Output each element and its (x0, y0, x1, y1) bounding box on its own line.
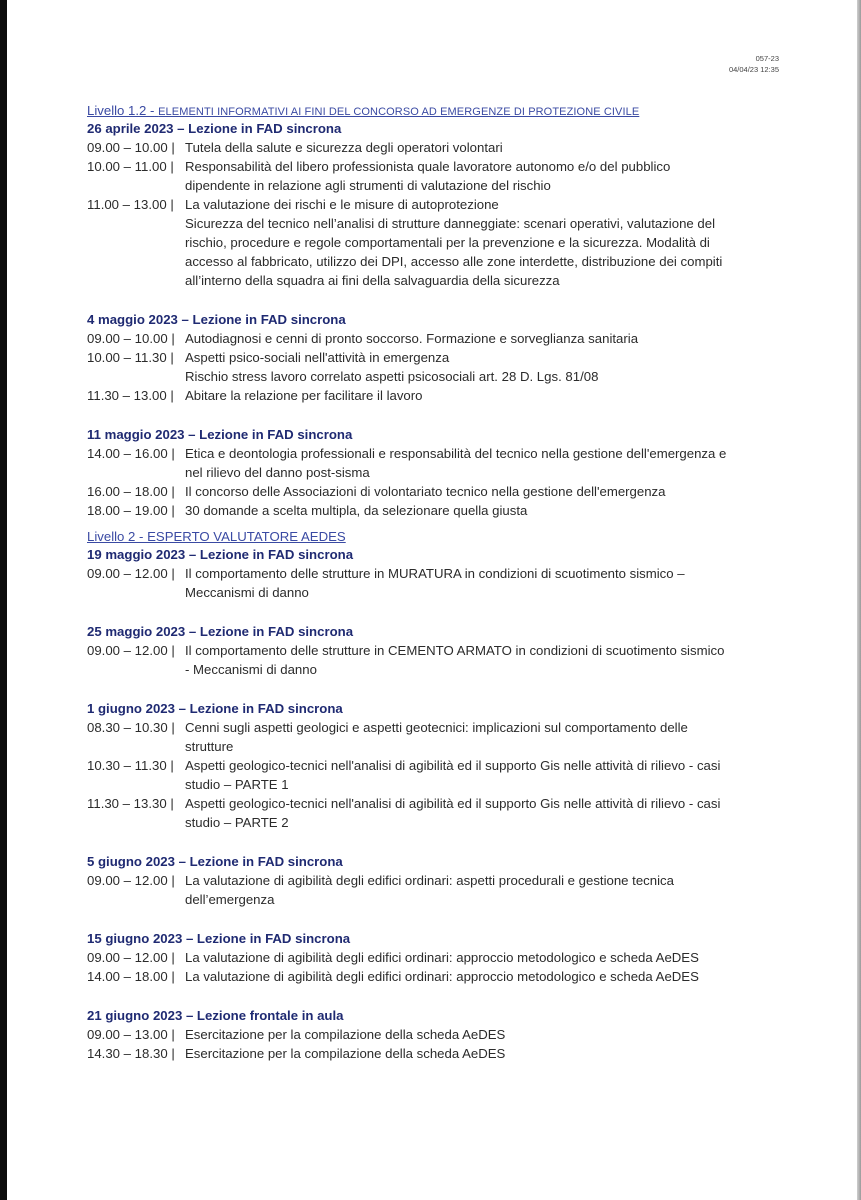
topic-line: Il concorso delle Associazioni di volontariato tecnico nella gestione dell'emergenza (185, 484, 666, 499)
time-slot: 09.00 – 12.00 | (87, 950, 175, 965)
topic-line: Tutela della salute e sicurezza degli operatori volontari (185, 140, 503, 155)
topic-text (185, 138, 787, 157)
topic-line: 30 domande a scelta multipla, da selezionare quella giusta (185, 503, 528, 518)
level-heading (87, 103, 787, 119)
schedule-row (87, 1044, 787, 1063)
topic-line: Aspetti geologico-tecnici nell'analisi di agibilità ed il supporto Gis nelle attività di rilievo - casi (185, 796, 721, 811)
topic-text (185, 1025, 787, 1044)
schedule-row (87, 444, 787, 482)
spacer (87, 986, 787, 1006)
topic-line: Cenni sugli aspetti geologici e aspetti geotecnici: implicazioni sul comportamento delle (185, 720, 688, 735)
time-slot: 10.00 – 11.30 | (87, 350, 174, 365)
lesson-day-title: 11 maggio 2023 – Lezione in FAD sincrona (87, 427, 353, 442)
topic-line: nel rilievo del danno post-sisma (185, 465, 370, 480)
time-slot: 09.00 – 12.00 | (87, 873, 175, 888)
topic-line: dell’emergenza (185, 892, 275, 907)
topic-text (185, 756, 787, 794)
schedule-row (87, 756, 787, 794)
topic-text (185, 948, 787, 967)
topic-line: Responsabilità del libero professionista quale lavoratore autonomo e/o del pubblico (185, 159, 671, 174)
schedule-row (87, 138, 787, 157)
time-slot: 11.30 – 13.30 | (87, 796, 174, 811)
topic-text (185, 444, 787, 482)
topic-line: Aspetti geologico-tecnici nell'analisi di agibilità ed il supporto Gis nelle attività di rilievo - casi (185, 758, 721, 773)
topic-text (185, 329, 787, 348)
time-slot: 16.00 – 18.00 | (87, 484, 175, 499)
topic-line: strutture (185, 739, 234, 754)
spacer (87, 679, 787, 699)
topic-text (185, 564, 787, 602)
topic-line: Etica e deontologia professionali e responsabilità del tecnico nella gestione dell'emergenza e (185, 446, 727, 461)
level-heading-prefix: Livello 2 - ESPERTO VALUTATORE AEDES (87, 529, 346, 544)
topic-line: La valutazione di agibilità degli edifici ordinari: approccio metodologico e scheda AeDES (185, 969, 699, 984)
time-slot: 14.30 – 18.30 | (87, 1046, 175, 1061)
topic-text (185, 482, 787, 501)
spacer (87, 909, 787, 929)
topic-line: Sicurezza del tecnico nell’analisi di strutture danneggiate: scenari operativi, valutazione del (185, 216, 716, 231)
topic-line: Esercitazione per la compilazione della scheda AeDES (185, 1027, 506, 1042)
scan-right-edge (857, 0, 861, 1200)
topic-line: - Meccanismi di danno (185, 662, 317, 677)
topic-line: all’interno della squadra ai fini della salvaguardia della sicurezza (185, 273, 560, 288)
topic-text (185, 386, 787, 405)
schedule-row (87, 329, 787, 348)
time-slot: 08.30 – 10.30 | (87, 720, 175, 735)
topic-line: Autodiagnosi e cenni di pronto soccorso. Formazione e sorveglianza sanitaria (185, 331, 639, 346)
time-slot: 11.00 – 13.00 | (87, 197, 174, 212)
schedule-row (87, 641, 787, 679)
document-code: 057-23 (755, 54, 779, 63)
topic-text (185, 501, 787, 520)
time-slot: 11.30 – 13.00 | (87, 388, 174, 403)
topic-text (185, 195, 787, 290)
lesson-day-title: 15 giugno 2023 – Lezione in FAD sincrona (87, 931, 351, 946)
time-slot: 18.00 – 19.00 | (87, 503, 175, 518)
level-heading-title: ELEMENTI INFORMATIVI AI FINI DEL CONCORSO AD EMERGENZE DI PROTEZIONE CIVILE (158, 106, 640, 118)
level-heading-prefix: Livello 1.2 - (87, 103, 155, 118)
course-schedule (87, 103, 787, 1063)
topic-text (185, 157, 787, 195)
topic-text (185, 348, 787, 386)
time-slot: 14.00 – 18.00 | (87, 969, 175, 984)
schedule-row (87, 157, 787, 195)
topic-text (185, 641, 787, 679)
time-slot: 09.00 – 12.00 | (87, 643, 175, 658)
lesson-day-title: 21 giugno 2023 – Lezione frontale in aula (87, 1008, 344, 1023)
topic-line: dipendente in relazione agli strumenti di valutazione del rischio (185, 178, 551, 193)
time-slot: 10.30 – 11.30 | (87, 758, 174, 773)
spacer (87, 405, 787, 425)
topic-line: Abitare la relazione per facilitare il lavoro (185, 388, 423, 403)
topic-line: Esercitazione per la compilazione della scheda AeDES (185, 1046, 506, 1061)
topic-text (185, 718, 787, 756)
schedule-row (87, 386, 787, 405)
document-timestamp: 04/04/23 12:35 (728, 65, 779, 74)
schedule-row (87, 482, 787, 501)
topic-text (185, 967, 787, 986)
topic-line: Rischio stress lavoro correlato aspetti psicosociali art. 28 D. Lgs. 81/08 (185, 369, 599, 384)
lesson-day-title: 19 maggio 2023 – Lezione in FAD sincrona (87, 547, 354, 562)
topic-line: studio – PARTE 1 (185, 777, 289, 792)
schedule-row (87, 348, 787, 386)
schedule-row (87, 564, 787, 602)
document-reference (729, 53, 779, 75)
lesson-day-title: 4 maggio 2023 – Lezione in FAD sincrona (87, 312, 346, 327)
topic-text (185, 1044, 787, 1063)
topic-line: La valutazione di agibilità degli edifici ordinari: approccio metodologico e scheda AeDES (185, 950, 699, 965)
schedule-row (87, 195, 787, 290)
lesson-day-title: 25 maggio 2023 – Lezione in FAD sincrona (87, 624, 354, 639)
topic-line: Il comportamento delle strutture in CEMENTO ARMATO in condizioni di scuotimento sismico (185, 643, 725, 658)
spacer (87, 520, 787, 529)
topic-line: studio – PARTE 2 (185, 815, 289, 830)
lesson-day-title: 5 giugno 2023 – Lezione in FAD sincrona (87, 854, 343, 869)
topic-line: accesso al fabbricato, utilizzo dei DPI, accesso alle zone interdette, distribuzione dei compiti (185, 254, 723, 269)
schedule-row (87, 1025, 787, 1044)
spacer (87, 602, 787, 622)
topic-line: rischio, procedure e regole comportamentali per la prevenzione e la sicurezza. Modalità di (185, 235, 710, 250)
time-slot: 09.00 – 12.00 | (87, 566, 175, 581)
time-slot: 09.00 – 10.00 | (87, 140, 175, 155)
spacer (87, 290, 787, 310)
time-slot: 10.00 – 11.00 | (87, 159, 174, 174)
lesson-day-title: 26 aprile 2023 – Lezione in FAD sincrona (87, 121, 342, 136)
schedule-row (87, 948, 787, 967)
time-slot: 09.00 – 13.00 | (87, 1027, 175, 1042)
topic-line: Il comportamento delle strutture in MURATURA in condizioni di scuotimento sismico – (185, 566, 685, 581)
time-slot: 14.00 – 16.00 | (87, 446, 175, 461)
level-heading (87, 529, 787, 545)
topic-line: Aspetti psico-sociali nell'attività in emergenza (185, 350, 450, 365)
time-slot: 09.00 – 10.00 | (87, 331, 175, 346)
topic-line: La valutazione di agibilità degli edifici ordinari: aspetti procedurali e gestione tecnica (185, 873, 674, 888)
topic-line: Meccanismi di danno (185, 585, 309, 600)
schedule-row (87, 718, 787, 756)
schedule-row (87, 501, 787, 520)
schedule-row (87, 871, 787, 909)
scan-left-edge (0, 0, 7, 1200)
lesson-day-title: 1 giugno 2023 – Lezione in FAD sincrona (87, 701, 343, 716)
topic-text (185, 794, 787, 832)
schedule-row (87, 967, 787, 986)
topic-line: La valutazione dei rischi e le misure di autoprotezione (185, 197, 499, 212)
spacer (87, 832, 787, 852)
topic-text (185, 871, 787, 909)
schedule-row (87, 794, 787, 832)
